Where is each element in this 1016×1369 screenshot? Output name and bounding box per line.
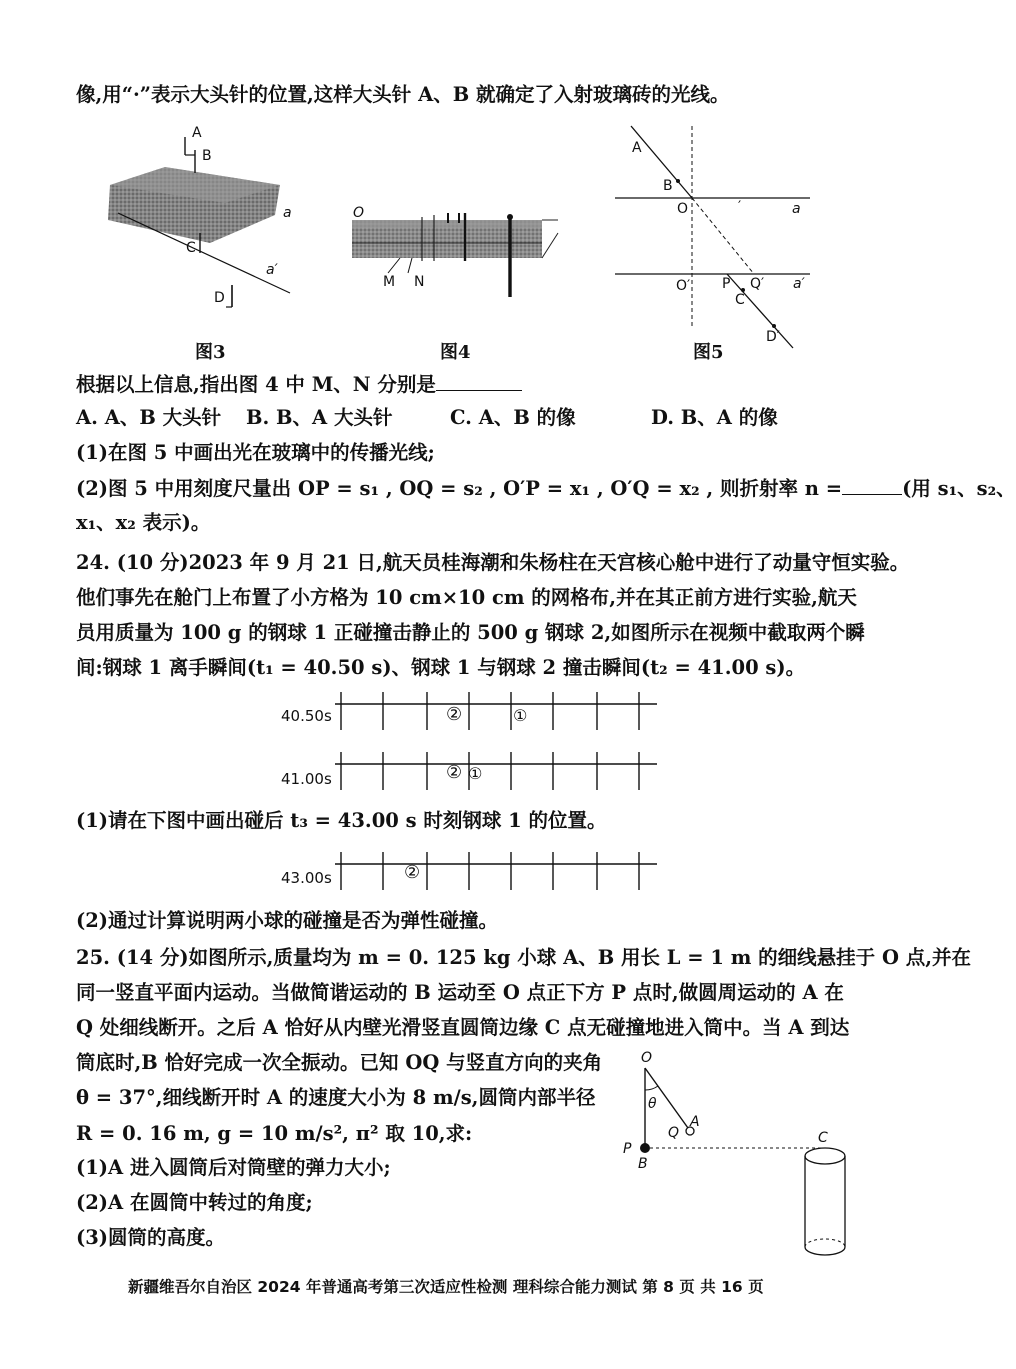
fig5-label-d-prime: D′	[766, 329, 780, 345]
fig5-label-o-prime: O′	[676, 278, 691, 294]
fig4-label-m: M	[383, 274, 396, 290]
q23-sub2-blank[interactable]	[842, 476, 902, 495]
fig3-label-c: C	[186, 240, 196, 256]
fig4-label-n: N	[414, 274, 425, 290]
grid-time-4050: 40.50s	[281, 707, 332, 725]
q24-line4: 间:钢球 1 离手瞬间(t₁ = 40.50 s)、钢球 1 与钢球 2 撞击瞬间(t₂ = 41.00 s)。	[76, 656, 806, 679]
grid-4050	[335, 692, 665, 732]
ball-2-at-4300: ②	[404, 862, 421, 883]
q25-label-theta: θ	[648, 1096, 657, 1112]
q23-sub2-post: (用 s₁、s₂、	[902, 477, 1016, 500]
q24-line2: 他们事先在舱门上布置了小方格为 10 cm×10 cm 的网格布,并在其正前方进行实验,航天	[76, 586, 857, 609]
fig3-label-a-upper: A	[192, 125, 202, 141]
intro-line: 像,用“·”表示大头针的位置,这样大头针 A、B 就确定了入射玻璃砖的光线。	[76, 83, 730, 106]
figure-4	[348, 205, 568, 305]
q23-stem-text: 根据以上信息,指出图 4 中 M、N 分别是	[76, 373, 436, 396]
q23-sub2	[76, 476, 1016, 502]
q23-answer-blank[interactable]	[436, 372, 522, 391]
fig4-caption: 图4	[440, 342, 471, 363]
fig3-label-b: B	[202, 148, 212, 164]
q25-sub3: (3)圆筒的高度。	[76, 1226, 226, 1249]
q23-stem	[76, 372, 522, 398]
fig3-caption: 图3	[195, 342, 226, 363]
ball-1-at-4050: ①	[513, 706, 528, 725]
fig3-label-a-prime: a′	[266, 262, 278, 278]
q25-line5: θ = 37°,细线断开时 A 的速度大小为 8 m/s,圆筒内部半径	[76, 1086, 596, 1109]
q23-sub1: (1)在图 5 中画出光在玻璃中的传播光线;	[76, 441, 435, 464]
fig5-label-b: B	[663, 178, 673, 194]
fig5-label-q-prime: Q′	[750, 276, 765, 292]
grid-time-4100: 41.00s	[281, 770, 332, 788]
q25-line3: Q 处细线断开。之后 A 恰好从内壁光滑竖直圆筒边缘 C 点无碰撞地进入筒中。当 A 到达	[76, 1016, 850, 1039]
q23-sub2-pre: (2)图 5 中用刻度尺量出 OP = s₁ , OQ = s₂ , O′P = x₁ , O′Q = x₂ , 则折射率 n =	[76, 477, 843, 500]
q25-sub2: (2)A 在圆筒中转过的角度;	[76, 1191, 313, 1214]
grid-4300-answer-area[interactable]	[335, 852, 665, 892]
page-footer: 新疆维吾尔自治区 2024 年普通高考第三次适应性检测 理科综合能力测试 第 8 页 共 16 页	[128, 1278, 764, 1296]
q23-option-d: D. B、A 的像	[651, 406, 778, 429]
fig5-tick-mark: ′	[738, 199, 742, 215]
grid-time-4300: 43.00s	[281, 869, 332, 887]
ball-2-at-4100: ②	[446, 762, 463, 783]
fig3-label-d: D	[214, 290, 225, 306]
fig5-label-a-lower: a	[792, 201, 801, 217]
fig5-label-a-prime: a′	[793, 276, 805, 292]
q24-sub1: (1)请在下图中画出碰后 t₃ = 43.00 s 时刻钢球 1 的位置。	[76, 809, 607, 832]
q24-line1: 24. (10 分)2023 年 9 月 21 日,航天员桂海潮和朱杨柱在天宫核心舱中进行了动量守恒实验。	[76, 551, 910, 574]
grid-4100	[335, 752, 665, 792]
ball-2-at-4050: ②	[446, 704, 463, 725]
q25-line6: R = 0. 16 m, g = 10 m/s², π² 取 10,求:	[76, 1122, 473, 1145]
q25-label-o: O	[641, 1050, 653, 1066]
q25-line4: 筒底时,B 恰好完成一次全振动。已知 OQ 与竖直方向的夹角	[76, 1051, 603, 1074]
q25-label-q: Q	[668, 1125, 680, 1141]
q23-option-b: B. B、A 大头针	[246, 406, 393, 429]
q25-line1: 25. (14 分)如图所示,质量均为 m = 0. 125 kg 小球 A、B 用长 L = 1 m 的细线悬挂于 O 点,并在	[76, 946, 972, 969]
fig5-label-p: P	[722, 276, 731, 292]
q24-line3: 员用质量为 100 g 的钢球 1 正碰撞击静止的 500 g 钢球 2,如图所示在视频中截取两个瞬	[76, 621, 865, 644]
q25-sub1: (1)A 进入圆筒后对筒壁的弹力大小;	[76, 1156, 391, 1179]
q25-label-p: P	[623, 1141, 632, 1157]
q25-label-b: B	[638, 1156, 648, 1172]
fig5-label-a: A	[632, 140, 642, 156]
q25-label-a: A	[690, 1114, 700, 1130]
q24-sub2: (2)通过计算说明两小球的碰撞是否为弹性碰撞。	[76, 909, 499, 932]
q23-sub2-line2: x₁、x₂ 表示)。	[76, 511, 211, 534]
ball-1-at-4100: ①	[468, 764, 483, 783]
fig4-label-o: O	[353, 205, 365, 221]
fig5-label-c: C	[735, 292, 745, 308]
q25-label-c: C	[818, 1130, 828, 1146]
q25-figure	[620, 1062, 850, 1262]
q23-option-c: C. A、B 的像	[450, 406, 576, 429]
fig5-caption: 图5	[693, 342, 724, 363]
fig3-label-a: a	[283, 205, 292, 221]
fig5-label-o: O	[677, 201, 689, 217]
q23-option-a: A. A、B 大头针	[76, 406, 222, 429]
q25-line2: 同一竖直平面内运动。当做简谐运动的 B 运动至 O 点正下方 P 点时,做圆周运动的 A 在	[76, 981, 844, 1004]
